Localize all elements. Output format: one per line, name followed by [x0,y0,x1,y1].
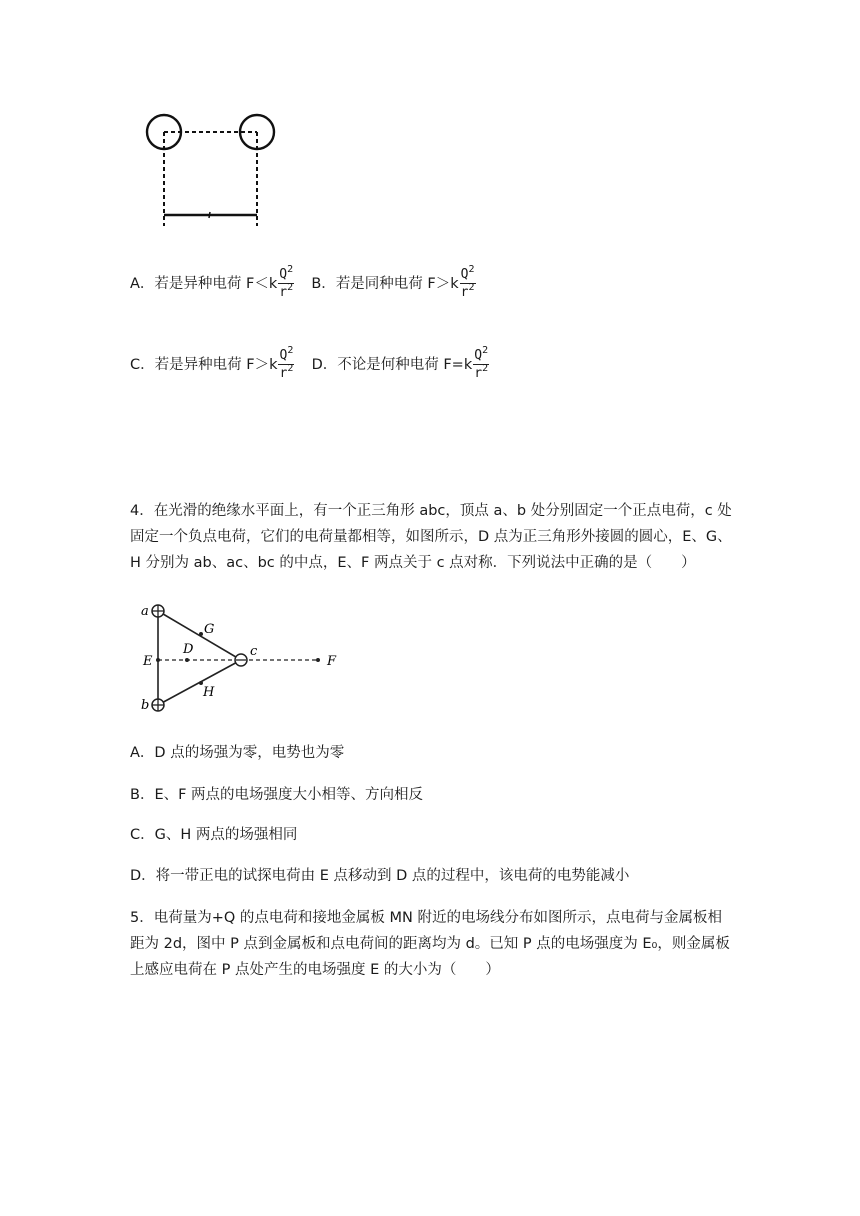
q4-option-d[interactable]: D．将一带正电的试探电荷由 E 点移动到 D 点的过程中，该电荷的电势能减小 [130,868,630,884]
q4-option-a[interactable]: A．D 点的场强为零，电势也为零 [130,745,345,761]
label-d: D [183,642,194,657]
point-d [185,658,189,662]
q3-option-c-fraction: $\frac{Q^2}{r^2}$ [279,345,294,381]
label-e: E [143,654,153,669]
q3-option-c[interactable]: C．若是异种电荷 F＞k $\frac{Q^2}{r^2}$ [130,345,294,381]
point-e [156,658,160,662]
two-spheres-figure [140,108,285,233]
label-c: c [250,644,258,659]
q3-option-b[interactable]: B．若是同种电荷 F＞k $\frac{Q^2}{r^2}$ [311,264,475,300]
label-f: F [327,654,337,669]
label-g: G [204,622,215,637]
q4-option-b[interactable]: B．E、F 两点的电场强度大小相等、方向相反 [130,787,424,803]
q4-stem: 4．在光滑的绝缘水平面上，有一个正三角形 abc，顶点 a、b 处分别固定一个正点电荷，c 处固定一个负点电荷，它们的电荷量都相等，如图所示，D 点为正三角形外接圆的圆心，E、G、H 分别为 ab、ac、bc 的中点，E、F 两点关于 c 点对称．下列说法中正确的是（ ） [130,503,732,571]
charge-a-positive [152,605,164,617]
label-b: b [141,698,150,713]
q3-option-d[interactable]: D．不论是何种电荷 F=k $\frac{Q^2}{r^2}$ [311,345,489,381]
q3-option-a[interactable]: A．若是异种电荷 F＜k $\frac{Q^2}{r^2}$ [130,264,294,300]
point-f [316,658,320,662]
charge-c-negative [235,654,247,666]
q4-option-c[interactable]: C．G、H 两点的场强相同 [130,827,298,843]
charge-b-positive [152,699,164,711]
q3-options-row-2 [130,345,489,381]
q3-option-b-fraction: $\frac{Q^2}{r^2}$ [460,264,475,300]
q3-option-a-fraction: $\frac{Q^2}{r^2}$ [279,264,294,300]
q3-options-row-1 [130,264,476,300]
label-a: a [141,604,149,619]
triangle-charge-figure [138,598,348,720]
point-g [199,632,203,636]
q3-option-d-fraction: $\frac{Q^2}{r^2}$ [474,345,489,381]
q5-stem: 5．电荷量为+Q 的点电荷和接地金属板 MN 附近的电场线分布如图所示，点电荷与金属板相距为 2d，图中 P 点到金属板和点电荷间的距离均为 d。已知 P 点的电场强度为 E₀，则金属板上感应电荷在 P 点处产生的电场强度 E 的大小为（ ） [130,910,730,978]
label-h: H [203,685,215,700]
